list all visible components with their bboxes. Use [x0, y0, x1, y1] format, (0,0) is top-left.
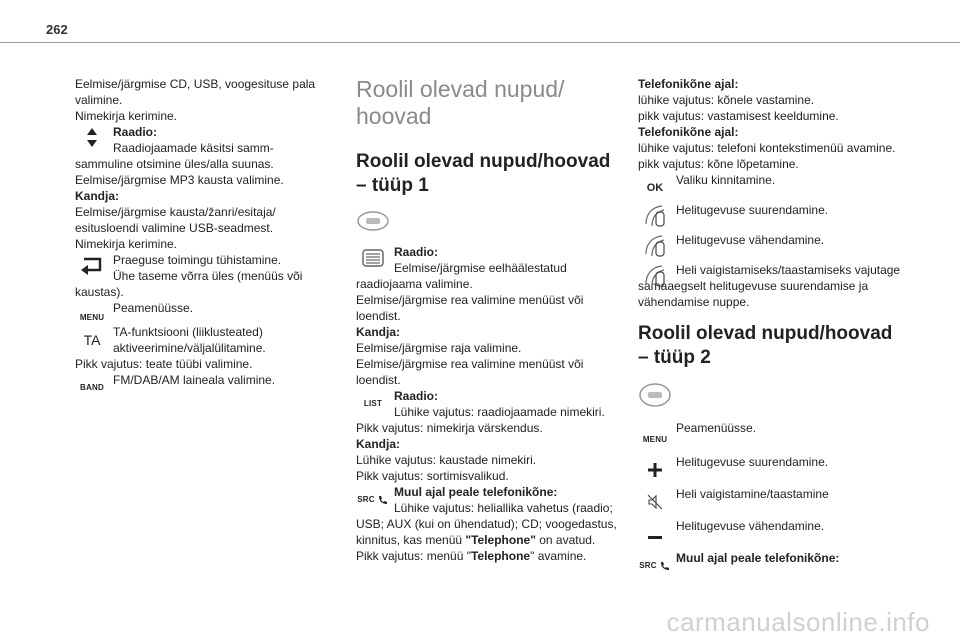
paragraph: TA-funktsiooni (liiklusteated) aktiveerimine/väljalülitamine.: [113, 325, 266, 355]
src-label: Muul ajal peale telefonikõne:: [394, 485, 558, 499]
paragraph: Heli vaigistamiseks/taastamiseks vajutage samaaegselt helitugevuse suurendamise ja vähendamise nuppe.: [638, 263, 901, 309]
column-left: [75, 76, 330, 392]
vol-up-row: [638, 202, 908, 232]
paragraph: Pikk vajutus: sortimisvalikud.: [356, 469, 509, 483]
paragraph: lühike vajutus: telefoni kontekstimenüü avamine.: [638, 141, 896, 155]
speaker-mute-icon: [638, 490, 672, 514]
watermark: carmanualsonline.info: [666, 607, 930, 637]
kandja-label: Kandja:: [75, 189, 120, 203]
src-phone-icon: SRC: [356, 488, 390, 512]
band-row: [75, 372, 330, 392]
page-number: 262: [46, 22, 68, 37]
paragraph: Peamenüüsse.: [113, 301, 194, 315]
paragraph: Helitugevuse suurendamine.: [676, 455, 829, 469]
type2-heading: Roolil olevad nupud/hoovad – tüüp 2: [638, 323, 893, 368]
paragraph: pikk vajutus: kõne lõpetamine.: [638, 157, 799, 171]
paragraph: Ühe taseme võrra üles (menüüs või kaustas).: [75, 269, 303, 299]
kandja-label: Kandja:: [356, 437, 401, 451]
paragraph: Eelmise/järgmise kausta/žanri/esitaja/ esitusloendi valimine USB-seadmest.: [75, 205, 276, 235]
steering-wheel-icon: [356, 210, 618, 236]
volume-up-lever-icon: [638, 204, 672, 228]
paragraph: Pikk vajutus: nimekirja värskendus.: [356, 421, 543, 435]
src-phone-icon: SRC: [638, 554, 672, 578]
paragraph: Helitugevuse suurendamine.: [676, 203, 829, 217]
ta-row: [75, 324, 330, 356]
scroll-row: [356, 244, 618, 292]
paragraph: Eelmise/järgmise rea valimine menüüst või loendist.: [356, 357, 584, 387]
call-label: Telefonikõne ajal:: [638, 125, 739, 139]
src-row: [356, 484, 618, 548]
paragraph: Lühike vajutus: kaustade nimekiri.: [356, 453, 537, 467]
back-arrow-icon: [75, 254, 109, 278]
src-label: Muul ajal peale telefonikõne:: [676, 551, 840, 565]
paragraph: Helitugevuse vähendamine.: [676, 233, 825, 247]
paragraph: pikk vajutus: vastamisest keeldumine.: [638, 109, 839, 123]
type1-heading: Roolil olevad nupud/hoovad – tüüp 1: [356, 151, 611, 196]
band-icon: BAND: [80, 383, 104, 392]
minus-icon: [638, 522, 672, 546]
kandja-label: Kandja:: [356, 325, 401, 339]
call-label: Telefonikõne ajal:: [638, 77, 739, 91]
section-title: Roolil olevad nupud/ hoovad: [356, 76, 565, 129]
radio-arrows-row: [75, 124, 330, 172]
minus-row: [638, 518, 908, 550]
paragraph: Raadiojaamade käsitsi samm-sammuline otsimine üles/alla suunas.: [75, 141, 274, 171]
paragraph: Eelmise/järgmise CD, USB, voogesituse pala valimine.: [75, 77, 316, 107]
back-row: [75, 252, 330, 300]
paragraph: lühike vajutus: kõnele vastamine.: [638, 93, 815, 107]
radio-label: Raadio:: [113, 125, 158, 139]
list-row: [356, 388, 618, 420]
paragraph: Eelmise/järgmise raja valimine.: [356, 341, 522, 355]
paragraph: Praeguse toimingu tühistamine.: [113, 253, 282, 267]
paragraph: Helitugevuse vähendamine.: [676, 519, 825, 533]
ta-icon: TA: [83, 332, 101, 348]
radio-label: Raadio:: [394, 245, 439, 259]
mute-lever-icon: [638, 264, 672, 288]
paragraph: Peamenüüsse.: [676, 421, 757, 435]
ok-icon: OK: [646, 182, 664, 194]
paragraph: Nimekirja kerimine.: [75, 237, 178, 251]
paragraph: Eelmise/järgmise eelhäälestatud raadiojaama valimine.: [356, 261, 567, 291]
src-row: [638, 550, 908, 570]
list-icon: LIST: [363, 399, 383, 408]
paragraph: Eelmise/järgmise MP3 kausta valimine.: [75, 173, 284, 187]
radio-label: Raadio:: [394, 389, 439, 403]
plus-row: [638, 454, 908, 486]
paragraph: Pikk vajutus: teate tüübi valimine.: [75, 357, 253, 371]
paragraph: Eelmise/järgmise rea valimine menüüst või loendist.: [356, 293, 584, 323]
steering-wheel-icon: [638, 382, 908, 412]
plus-icon: [638, 458, 672, 482]
paragraph: FM/DAB/AM laineala valimine.: [113, 373, 276, 387]
mute2-row: [638, 486, 908, 518]
paragraph: Pikk vajutus: menüü "Telephone" avamine.: [356, 549, 587, 563]
vol-down-row: [638, 232, 908, 262]
menu-icon: MENU: [642, 435, 668, 444]
mute-row: [638, 262, 908, 310]
paragraph: Nimekirja kerimine.: [75, 109, 178, 123]
paragraph: Valiku kinnitamine.: [676, 173, 776, 187]
paragraph: Heli vaigistamine/taastamine: [676, 487, 829, 501]
ok-row: [638, 172, 908, 202]
paragraph: Lühike vajutus: heliallika vahetus (raadio; USB; AUX (kui on ühendatud); CD; voogedastus, kinnitus, kas menüü "Telephone" on avatud.: [356, 501, 617, 547]
menu-row: [638, 420, 908, 454]
header-divider: [0, 42, 960, 43]
menu-row: [75, 300, 330, 322]
scroll-wheel-icon: [356, 246, 390, 270]
up-down-arrows-icon: [75, 126, 109, 150]
menu-icon: MENU: [79, 313, 105, 322]
column-middle: [356, 76, 618, 564]
column-right: [638, 76, 908, 570]
paragraph: Lühike vajutus: raadiojaamade nimekiri.: [394, 405, 605, 419]
volume-down-lever-icon: [638, 234, 672, 258]
